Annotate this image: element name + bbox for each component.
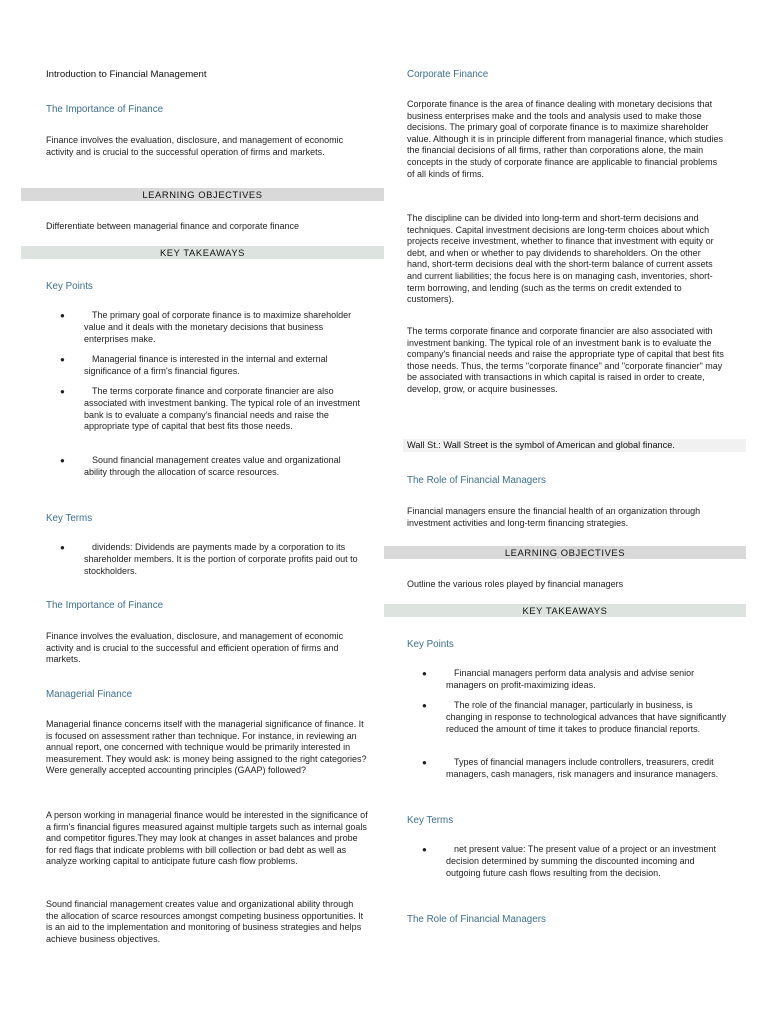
list-item-text: Financial managers perform data analysis and advise senior managers on profit-maximizing ideas. (446, 668, 695, 690)
list-item-text: Types of financial managers include controllers, treasurers, credit managers, cash managers, risk managers and insurance managers. (446, 757, 719, 779)
list-item (60, 310, 370, 346)
bullet-icon: ● (60, 311, 65, 320)
image-caption: Wall St.: Wall Street is the symbol of American and global finance. (403, 439, 746, 452)
list-item (60, 386, 370, 446)
objective-text-2: Outline the various roles played by financial managers (407, 579, 624, 589)
importance-heading-2: The Importance of Finance (46, 600, 164, 611)
list-item (60, 542, 370, 578)
bullet-icon: ● (60, 543, 65, 552)
key-points-heading-2: Key Points (407, 639, 454, 650)
bullet-icon: ● (422, 669, 427, 678)
importance-paragraph: Finance involves the evaluation, disclosure, and management of economic activity and is crucial to the successful operation of firms and markets. (46, 135, 344, 157)
managerial-paragraph-3: Sound financial management creates value and organizational ability through the allocation of scarce resources amongst competing business opportunities. It is an aid to the implementation and monitoring of business strategies and helps achieve business objectives. (46, 899, 364, 944)
list-item-text: Managerial finance is interested in the internal and external significance of a firm's financial figures. (84, 354, 328, 376)
corporate-paragraph-3: The terms corporate finance and corporate financier are also associated with investment banking. The typical role of an investment bank is to evaluate the company's financial needs and raise the appropriate type of capital that best fits those needs. Thus, the terms "corporate finance" and "corporate financier" may be associated with transactions in which capital is raised in order to create, develop, grow, or acquire businesses. (407, 326, 724, 394)
list-item-text: The terms corporate finance and corporate financier are also associated with investment banking. The typical role of an investment bank is to evaluate a company's financial needs and raise the appropriate type of capital that best fits those needs. (84, 386, 360, 432)
bullet-icon: ● (422, 758, 427, 767)
managerial-paragraph-1: Managerial finance concerns itself with the managerial significance of finance. It is focused on assessment rather than technique. For instance, in reviewing an annual report, one concerned with technique would be primarily interested in measurement. They would ask: is money being assigned to the right categories? Were generally accepted accounting principles (GAAP) followed? (46, 719, 367, 776)
bullet-icon: ● (60, 387, 65, 396)
key-points-heading: Key Points (46, 281, 93, 292)
role-heading: The Role of Financial Managers (407, 475, 546, 486)
managerial-heading: Managerial Finance (46, 689, 133, 700)
list-item (60, 354, 370, 378)
importance-heading: The Importance of Finance (46, 104, 164, 115)
list-item (422, 757, 732, 793)
key-terms-heading: Key Terms (46, 513, 93, 524)
role-paragraph: Financial managers ensure the financial health of an organization through investment activities and long-term financing strategies. (407, 506, 701, 528)
learning-objectives-bar-2: LEARNING OBJECTIVES (384, 546, 746, 559)
list-item-text: The primary goal of corporate finance is to maximize shareholder value and it deals with the monetary decisions that business enterprises make. (84, 310, 352, 344)
list-item (422, 668, 732, 692)
objective-text: Differentiate between managerial finance and corporate finance (46, 221, 299, 231)
importance-paragraph-2: Finance involves the evaluation, disclosure, and management of economic activity and is crucial to the successful and efficient operation of firms and markets. (46, 631, 344, 665)
bullet-icon: ● (422, 701, 427, 710)
corporate-paragraph-2: The discipline can be divided into long-term and short-term decisions and techniques. Capital investment decisions are long-term choices about which projects receive investment, whether to finance that investment with equity or debt, and when or whether to pay dividends to shareholders. On the other hand, short-term decisions deal with the short-term balance of current assets and current liabilities; the focus here is on managing cash, inventories, short-term borrowing, and lending (such as the terms on credit extended to customers). (407, 213, 714, 305)
learning-objectives-bar: LEARNING OBJECTIVES (21, 188, 384, 201)
role-heading-2: The Role of Financial Managers (407, 914, 546, 925)
list-item (422, 844, 732, 892)
bullet-icon: ● (60, 355, 65, 364)
document-title: Introduction to Financial Management (46, 69, 207, 80)
list-item-text: net present value: The present value of a project or an investment decision determined by summing the discounted incoming and outgoing future cash flows resulting from the decision. (446, 844, 716, 878)
list-item-text: The role of the financial manager, particularly in business, is changing in response to technological advances that have significantly reduced the amount of time it takes to produce financial reports. (446, 700, 727, 734)
bullet-icon: ● (60, 456, 65, 465)
key-takeaways-bar-2: KEY TAKEAWAYS (384, 604, 746, 617)
list-item-text: Sound financial management creates value and organizational ability through the allocation of scarce resources. (84, 455, 341, 477)
list-item (422, 700, 732, 748)
list-item (60, 455, 370, 491)
key-terms-heading-2: Key Terms (407, 815, 454, 826)
list-item-text: dividends: Dividends are payments made by a corporation to its shareholder members. It is the portion of corporate profits paid out to stockholders. (84, 542, 358, 576)
managerial-paragraph-2: A person working in managerial finance would be interested in the significance of a firm's financial figures measured against multiple targets such as internal goals and competitor figures.They may look at changes in asset balances and probe for red flags that indicate problems with bill collection or bad debt as well as analyze working capital to anticipate future cash flow problems. (46, 810, 368, 867)
corporate-heading: Corporate Finance (407, 69, 489, 80)
key-takeaways-bar: KEY TAKEAWAYS (21, 246, 384, 259)
corporate-paragraph-1: Corporate finance is the area of finance dealing with monetary decisions that business enterprises make and the tools and analysis used to make those decisions. The primary goal of corporate finance is to maximize shareholder value. Although it is in principle different from managerial finance, which studies the financial decisions of all firms, rather than corporations alone, the main concepts in the study of corporate finance are applicable to financial problems of all kinds of firms. (407, 99, 724, 179)
bullet-icon: ● (422, 845, 427, 854)
